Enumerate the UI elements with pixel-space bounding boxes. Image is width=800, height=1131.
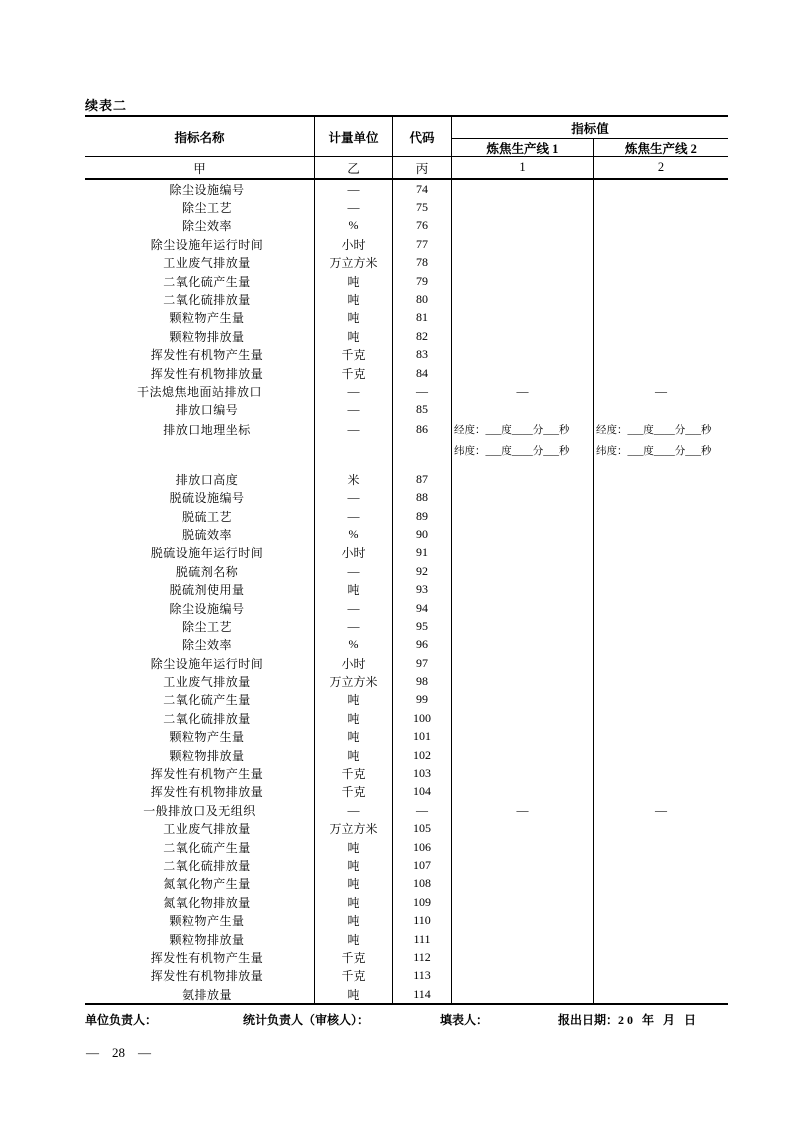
line2-value-cell — [593, 254, 728, 272]
table-row — [85, 440, 728, 461]
unit-cell: 吨 — [314, 290, 392, 308]
line2-value-cell — [593, 198, 728, 216]
signature-row — [85, 1011, 745, 1027]
line1-value-cell — [451, 198, 593, 216]
header-code: 代码 — [392, 117, 451, 157]
indicator-name-cell: 二氧化硫排放量 — [163, 858, 251, 873]
indicator-name-cell: 颗粒物排放量 — [169, 748, 245, 763]
code-cell: 81 — [392, 309, 451, 327]
table-row — [85, 967, 728, 985]
line1-value-cell — [451, 217, 593, 235]
header-unit: 计量单位 — [314, 117, 392, 157]
line1-value-cell — [451, 856, 593, 874]
indicator-name-cell: 工业废气排放量 — [163, 822, 251, 837]
table-row — [85, 198, 728, 216]
unit-cell: 吨 — [314, 272, 392, 290]
code-cell: 76 — [392, 217, 451, 235]
line2-value-cell — [593, 856, 728, 874]
table-row — [85, 948, 728, 966]
table-row — [85, 272, 728, 290]
unit-cell: 千克 — [314, 948, 392, 966]
code-cell: 114 — [392, 985, 451, 1003]
indicator-name-cell: 颗粒物排放量 — [169, 932, 245, 947]
line2-value-cell — [593, 654, 728, 672]
indicator-name-cell: 二氧化硫排放量 — [163, 293, 251, 308]
indicator-name-cell: 挥发性有机物排放量 — [150, 366, 264, 381]
line2-value-cell — [593, 461, 728, 470]
code-cell: 82 — [392, 327, 451, 345]
unit-cell: — — [314, 801, 392, 819]
header-indicator-name: 指标名称 — [85, 117, 314, 157]
table-row — [85, 856, 728, 874]
table-row — [85, 672, 728, 690]
line1-value-cell — [451, 746, 593, 764]
line1-value-cell — [451, 364, 593, 382]
line1-value-cell — [451, 254, 593, 272]
unit-cell: 万立方米 — [314, 820, 392, 838]
code-cell: 108 — [392, 875, 451, 893]
table-row — [85, 728, 728, 746]
code-cell: 98 — [392, 672, 451, 690]
indicator-name-cell: 除尘工艺 — [181, 201, 232, 216]
indicator-name-cell: 除尘设施编号 — [169, 601, 245, 616]
unit-cell: % — [314, 636, 392, 654]
indicator-name-cell: 颗粒物排放量 — [169, 329, 245, 344]
unit-cell: — — [314, 198, 392, 216]
line1-value-cell — [451, 272, 593, 290]
unit-cell — [314, 440, 392, 461]
line2-value-cell — [593, 893, 728, 911]
table-row — [85, 346, 728, 364]
table-row — [85, 544, 728, 562]
table-row — [85, 235, 728, 253]
indicator-name-cell: 排放口高度 — [175, 472, 239, 487]
line1-value-cell — [451, 820, 593, 838]
page-number-dash-right: — — [138, 1045, 151, 1060]
indicator-name-cell: 颗粒物产生量 — [169, 730, 245, 745]
page-number-dash-left: — — [86, 1045, 99, 1060]
unit-cell: — — [314, 488, 392, 506]
line1-value-cell — [451, 783, 593, 801]
table-row — [85, 525, 728, 543]
line1-value-cell — [451, 599, 593, 617]
table-row — [85, 562, 728, 580]
line1-value-cell — [451, 562, 593, 580]
code-cell: 80 — [392, 290, 451, 308]
unit-cell: 万立方米 — [314, 254, 392, 272]
line2-value-cell — [593, 346, 728, 364]
line2-value-cell — [593, 272, 728, 290]
unit-cell: 千克 — [314, 783, 392, 801]
unit-cell: % — [314, 217, 392, 235]
continued-table-label: 续表二 — [85, 98, 128, 113]
header-key-unit: 乙 — [314, 157, 392, 178]
line1-value-cell — [451, 985, 593, 1003]
line2-value-cell — [593, 580, 728, 598]
code-cell: 85 — [392, 401, 451, 419]
code-cell: 77 — [392, 235, 451, 253]
line1-value-cell — [451, 948, 593, 966]
code-cell: 106 — [392, 838, 451, 856]
table-row — [85, 783, 728, 801]
indicator-name-cell: 挥发性有机物产生量 — [150, 348, 264, 363]
code-cell: — — [392, 801, 451, 819]
header-key-line2: 2 — [593, 157, 728, 178]
code-cell: — — [392, 382, 451, 400]
line2-value-cell — [593, 820, 728, 838]
line1-value-cell — [451, 617, 593, 635]
indicator-table — [85, 115, 728, 1005]
table-row — [85, 691, 728, 709]
unit-cell: 吨 — [314, 580, 392, 598]
unit-cell: 吨 — [314, 327, 392, 345]
code-cell: 105 — [392, 820, 451, 838]
code-cell: 110 — [392, 911, 451, 929]
unit-cell: — — [314, 599, 392, 617]
code-cell: 75 — [392, 198, 451, 216]
unit-cell: 千克 — [314, 967, 392, 985]
line2-value-cell — [593, 217, 728, 235]
table-row — [85, 599, 728, 617]
line1-value-cell — [451, 709, 593, 727]
code-cell: 94 — [392, 599, 451, 617]
code-cell: 103 — [392, 764, 451, 782]
indicator-name-cell: 二氧化硫排放量 — [163, 711, 251, 726]
code-cell: 99 — [392, 691, 451, 709]
line2-value-cell — [593, 525, 728, 543]
header-key-code: 丙 — [392, 157, 451, 178]
table-row — [85, 488, 728, 506]
indicator-name-cell: 排放口编号 — [175, 403, 239, 418]
line1-value-cell — [451, 636, 593, 654]
table-row — [85, 893, 728, 911]
indicator-name-cell: 工业废气排放量 — [163, 256, 251, 271]
table-row — [85, 709, 728, 727]
line1-value-cell — [451, 654, 593, 672]
code-cell: 93 — [392, 580, 451, 598]
code-cell: 109 — [392, 893, 451, 911]
line1-value-cell — [451, 235, 593, 253]
unit-cell: 千克 — [314, 764, 392, 782]
indicator-name-cell: 颗粒物产生量 — [169, 914, 245, 929]
unit-cell: — — [314, 401, 392, 419]
line1-value-cell — [451, 580, 593, 598]
line2-value-cell — [593, 562, 728, 580]
unit-cell: 吨 — [314, 709, 392, 727]
indicator-name-cell: 脱硫设施年运行时间 — [150, 546, 264, 561]
table-row — [85, 636, 728, 654]
line2-value-cell — [593, 746, 728, 764]
line1-value-cell — [451, 875, 593, 893]
line2-value-cell — [593, 875, 728, 893]
table-row — [85, 617, 728, 635]
unit-cell: 吨 — [314, 691, 392, 709]
indicator-name-cell: 除尘设施年运行时间 — [150, 237, 264, 252]
line2-value-cell — [593, 764, 728, 782]
table-row — [85, 254, 728, 272]
indicator-name-cell: 除尘设施年运行时间 — [150, 656, 264, 671]
line1-value-cell — [451, 691, 593, 709]
unit-cell: 小时 — [314, 544, 392, 562]
line2-value-cell — [593, 401, 728, 419]
line1-value-cell — [451, 470, 593, 488]
code-cell: 86 — [392, 419, 451, 440]
indicator-name-cell: 挥发性有机物产生量 — [150, 950, 264, 965]
line1-value-cell — [451, 309, 593, 327]
unit-cell: — — [314, 382, 392, 400]
unit-cell: 吨 — [314, 746, 392, 764]
line1-value-cell: 纬度：___度____分___秒 — [451, 440, 593, 461]
line2-value-cell — [593, 948, 728, 966]
unit-cell: % — [314, 525, 392, 543]
code-cell: 111 — [392, 930, 451, 948]
unit-cell: 吨 — [314, 309, 392, 327]
table-row — [85, 801, 728, 819]
indicator-name-cell: 脱硫剂使用量 — [169, 583, 245, 598]
unit-cell: 吨 — [314, 875, 392, 893]
code-cell: 96 — [392, 636, 451, 654]
table-row — [85, 507, 728, 525]
table-row — [85, 401, 728, 419]
unit-cell: — — [314, 507, 392, 525]
unit-cell: 米 — [314, 470, 392, 488]
header-indicator-value: 指标值 — [451, 117, 728, 139]
header-production-line-2: 炼焦生产线 2 — [593, 139, 728, 157]
unit-cell: 吨 — [314, 930, 392, 948]
table-row — [85, 911, 728, 929]
line2-value-cell — [593, 327, 728, 345]
code-cell: 104 — [392, 783, 451, 801]
page-number-value: 28 — [112, 1045, 125, 1060]
code-cell: 113 — [392, 967, 451, 985]
indicator-name-cell: 干法熄焦地面站排放口 — [136, 384, 262, 399]
code-cell: 89 — [392, 507, 451, 525]
line2-value-cell — [593, 235, 728, 253]
indicator-name-cell: 脱硫剂名称 — [175, 564, 239, 579]
code-cell: 91 — [392, 544, 451, 562]
line2-value-cell — [593, 309, 728, 327]
code-cell: 101 — [392, 728, 451, 746]
line2-value-cell — [593, 180, 728, 198]
unit-cell — [314, 461, 392, 470]
indicator-name-cell: 二氧化硫产生量 — [163, 840, 251, 855]
table-row — [85, 930, 728, 948]
table-row — [85, 985, 728, 1003]
line2-value-cell — [593, 783, 728, 801]
table-row — [85, 654, 728, 672]
line2-value-cell — [593, 470, 728, 488]
line2-value-cell — [593, 911, 728, 929]
table-row — [85, 327, 728, 345]
line1-value-cell — [451, 764, 593, 782]
table-row — [85, 764, 728, 782]
line2-value-cell: 纬度：___度____分___秒 — [593, 440, 728, 461]
code-cell — [392, 440, 451, 461]
line2-value-cell — [593, 985, 728, 1003]
indicator-name-cell: 除尘效率 — [181, 638, 232, 653]
code-cell: 100 — [392, 709, 451, 727]
unit-cell: 吨 — [314, 856, 392, 874]
unit-cell: 千克 — [314, 364, 392, 382]
table-row — [85, 290, 728, 308]
unit-cell: 千克 — [314, 346, 392, 364]
indicator-name-cell: 除尘设施编号 — [169, 182, 245, 197]
line1-value-cell — [451, 461, 593, 470]
indicator-name-cell: 二氧化硫产生量 — [163, 274, 251, 289]
unit-cell: — — [314, 562, 392, 580]
unit-head-label: 单位负责人： — [85, 1013, 158, 1027]
line1-value-cell — [451, 930, 593, 948]
line2-value-cell — [593, 691, 728, 709]
code-cell: 88 — [392, 488, 451, 506]
line2-value-cell — [593, 838, 728, 856]
table-row — [85, 470, 728, 488]
code-cell: 78 — [392, 254, 451, 272]
line1-value-cell — [451, 544, 593, 562]
unit-cell: — — [314, 617, 392, 635]
unit-cell: 吨 — [314, 911, 392, 929]
indicator-name-cell: 排放口地理坐标 — [163, 423, 251, 438]
code-cell: 74 — [392, 180, 451, 198]
indicator-name-cell: 脱硫效率 — [181, 527, 232, 542]
table-row — [85, 217, 728, 235]
line2-value-cell: — — [593, 801, 728, 819]
form-filler-label: 填表人： — [440, 1013, 489, 1027]
indicator-name-cell: 氮氧化物排放量 — [163, 895, 251, 910]
line2-value-cell — [593, 672, 728, 690]
line2-value-cell: 经度：___度____分___秒 — [593, 419, 728, 440]
line2-value-cell — [593, 599, 728, 617]
table-row — [85, 419, 728, 440]
line1-value-cell — [451, 672, 593, 690]
indicator-name-cell: 挥发性有机物排放量 — [150, 969, 264, 984]
line1-value-cell — [451, 525, 593, 543]
header-key-name: 甲 — [193, 161, 206, 176]
unit-cell: 小时 — [314, 235, 392, 253]
line2-value-cell — [593, 544, 728, 562]
unit-cell: — — [314, 180, 392, 198]
line1-value-cell — [451, 967, 593, 985]
line1-value-cell: — — [451, 382, 593, 400]
line1-value-cell — [451, 346, 593, 364]
indicator-name-cell: 挥发性有机物产生量 — [150, 767, 264, 782]
line2-value-cell — [593, 507, 728, 525]
table-row — [85, 580, 728, 598]
line1-value-cell — [451, 488, 593, 506]
code-cell: 79 — [392, 272, 451, 290]
code-cell: 92 — [392, 562, 451, 580]
table-row — [85, 461, 728, 470]
indicator-name-cell: 工业废气排放量 — [163, 675, 251, 690]
indicator-name-cell: 除尘工艺 — [181, 619, 232, 634]
indicator-name-cell — [85, 461, 314, 470]
code-cell: 107 — [392, 856, 451, 874]
table-body — [85, 180, 728, 1005]
code-cell: 87 — [392, 470, 451, 488]
code-cell: 102 — [392, 746, 451, 764]
line2-value-cell — [593, 636, 728, 654]
line2-value-cell — [593, 617, 728, 635]
table-row — [85, 382, 728, 400]
line1-value-cell — [451, 180, 593, 198]
table-row — [85, 180, 728, 198]
unit-cell: — — [314, 419, 392, 440]
indicator-name-cell: 除尘效率 — [181, 219, 232, 234]
table-row — [85, 746, 728, 764]
table-row — [85, 364, 728, 382]
table-row — [85, 838, 728, 856]
line1-value-cell: 经度：___度____分___秒 — [451, 419, 593, 440]
line2-value-cell: — — [593, 382, 728, 400]
line1-value-cell — [451, 728, 593, 746]
line2-value-cell — [593, 290, 728, 308]
line2-value-cell — [593, 967, 728, 985]
table-header — [85, 115, 728, 180]
line1-value-cell — [451, 290, 593, 308]
table-row — [85, 309, 728, 327]
indicator-name-cell: 颗粒物产生量 — [169, 311, 245, 326]
header-production-line-1: 炼焦生产线 1 — [451, 139, 593, 157]
unit-cell: 吨 — [314, 838, 392, 856]
line2-value-cell — [593, 728, 728, 746]
code-cell: 95 — [392, 617, 451, 635]
code-cell: 97 — [392, 654, 451, 672]
page-number — [86, 1045, 151, 1061]
line1-value-cell — [451, 401, 593, 419]
line1-value-cell — [451, 507, 593, 525]
unit-cell: 吨 — [314, 728, 392, 746]
indicator-name-cell: 挥发性有机物排放量 — [150, 785, 264, 800]
line1-value-cell: — — [451, 801, 593, 819]
indicator-name-cell — [85, 440, 314, 461]
line1-value-cell — [451, 893, 593, 911]
table-row — [85, 820, 728, 838]
unit-cell: 吨 — [314, 985, 392, 1003]
line1-value-cell — [451, 327, 593, 345]
header-key-line1: 1 — [451, 157, 593, 178]
code-cell: 83 — [392, 346, 451, 364]
unit-cell: 万立方米 — [314, 672, 392, 690]
indicator-name-cell: 氨排放量 — [181, 987, 232, 1002]
code-cell: 90 — [392, 525, 451, 543]
report-date-label: 报出日期：2 0 年 月 日 — [558, 1013, 697, 1027]
code-cell — [392, 461, 451, 470]
line1-value-cell — [451, 911, 593, 929]
line2-value-cell — [593, 930, 728, 948]
line2-value-cell — [593, 364, 728, 382]
unit-cell: 小时 — [314, 654, 392, 672]
indicator-name-cell: 一般排放口及无组织 — [143, 803, 256, 818]
indicator-name-cell: 二氧化硫产生量 — [163, 693, 251, 708]
code-cell: 84 — [392, 364, 451, 382]
unit-cell: 吨 — [314, 893, 392, 911]
line2-value-cell — [593, 709, 728, 727]
code-cell: 112 — [392, 948, 451, 966]
indicator-name-cell: 氮氧化物产生量 — [163, 877, 251, 892]
indicator-name-cell: 脱硫设施编号 — [169, 491, 245, 506]
stats-head-label: 统计负责人（审核人）： — [243, 1013, 370, 1027]
table-row — [85, 875, 728, 893]
line2-value-cell — [593, 488, 728, 506]
indicator-name-cell: 脱硫工艺 — [181, 509, 232, 524]
line1-value-cell — [451, 838, 593, 856]
